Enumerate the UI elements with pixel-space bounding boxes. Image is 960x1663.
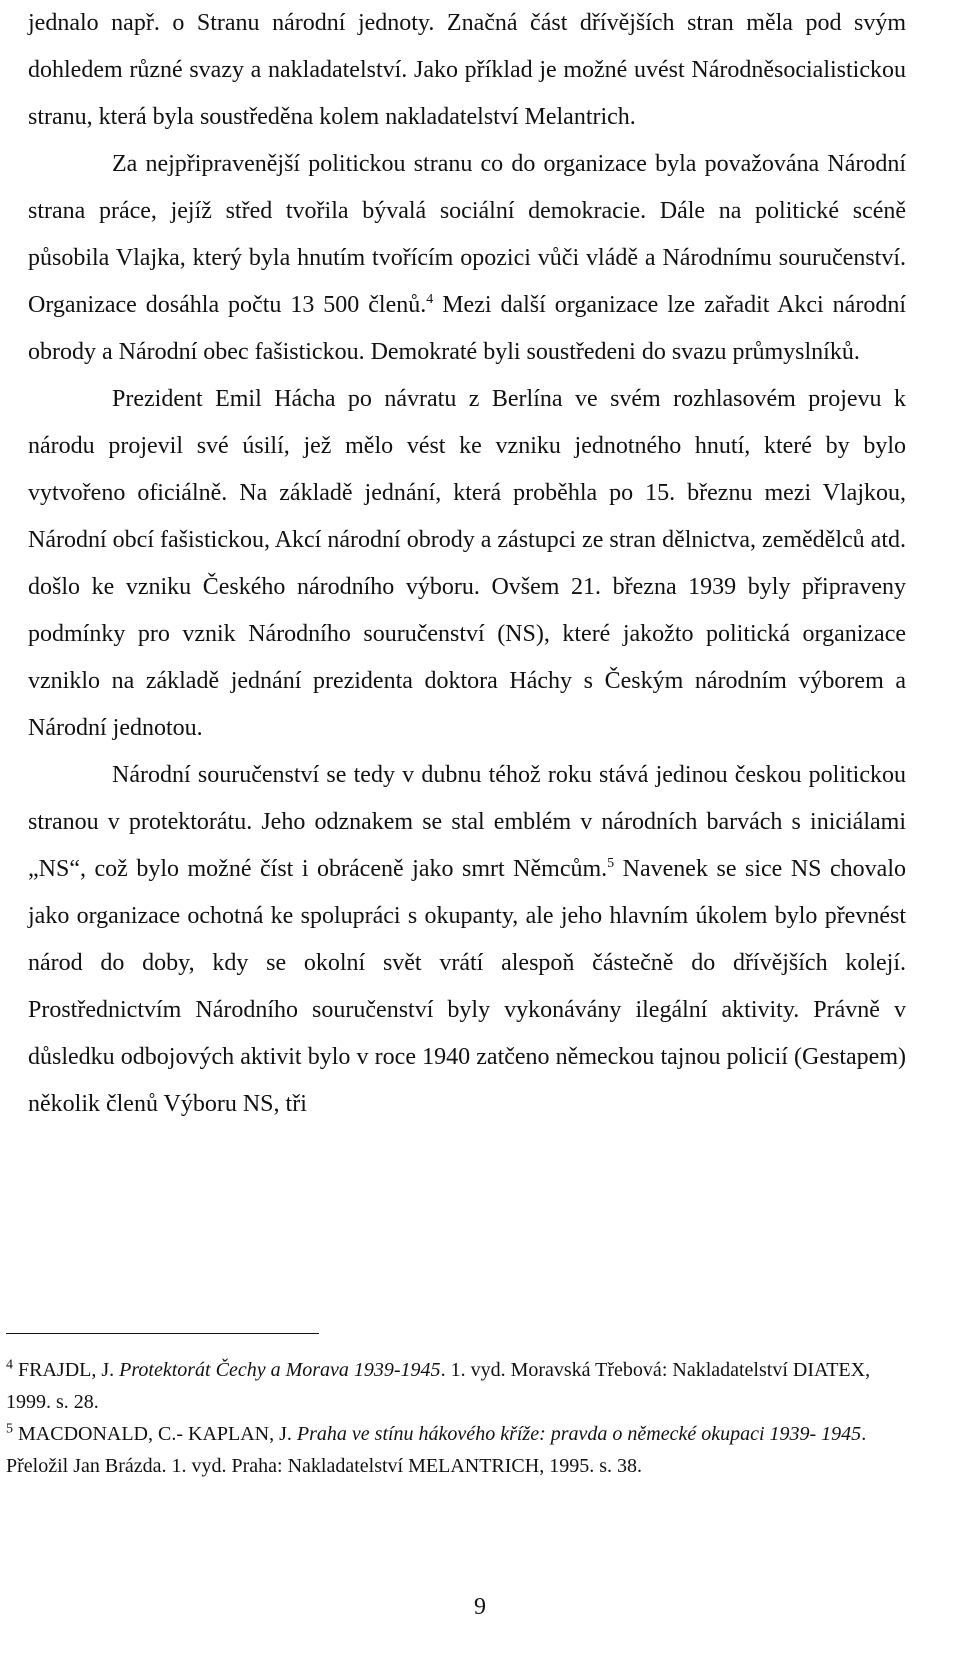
paragraph-2-text-start: Za nejpřipravenější politickou stranu co do organizace byla považována Národní strana práce, jejíž střed tvořila bývalá sociální demokracie. Dále na politické scéně působila Vlajka, který byla hnutím tvořícím opozici vůči vládě a Národnímu souručenství. Organizace dosáhla počtu 13 500 členů. — [28, 151, 906, 318]
footnote-ref-4[interactable]: 4 — [426, 292, 434, 307]
paragraph-1-text: jednalo např. o Stranu národní jednoty. Značná část dřívějších stran měla pod svým dohledem různé svazy a nakladatelství. Jako příklad je možné uvést Národněsocialistickou stranu, která byla soustředěna kolem nakladatelství Melantrich. — [28, 10, 906, 130]
paragraph-2-text-end: Mezi další organizace lze zařadit Akci národní obrody a Národní obec fašistickou. Demokraté byli soustředeni do svazu průmyslníků. — [28, 292, 906, 365]
footnote-4-publication: . 1. vyd. Moravská Třebová: Nakladatelství DIATEX, 1999. s. 28. — [6, 1359, 871, 1413]
footnote-4-author: FRAJDL, J. — [13, 1359, 120, 1381]
body-text — [28, 0, 906, 1128]
paragraph-4-text-start: Národní souručenství se tedy v dubnu téhož roku stává jedinou českou politickou stranou v protektorátu. Jeho odznakem se stal emblém v národních barvách s iniciálami „NS“, což bylo možné číst i obráceně jako smrt Němcům. — [28, 762, 906, 882]
footnote-4 — [6, 1354, 906, 1418]
footnote-number-5: 5 — [6, 1421, 13, 1437]
paragraph-3 — [28, 376, 906, 752]
footnote-separator — [6, 1333, 319, 1334]
footnote-5-title: Praha ve stínu hákového kříže: pravda o německé okupaci 1939- 1945 — [296, 1423, 862, 1445]
paragraph-4-text-end: Navenek se sice NS chovalo jako organizace ochotná ke spolupráci s okupanty, ale jeho hlavním úkolem bylo převnést národ do doby, kdy se okolní svět vrátí alespoň částečně do dřívějších kolejí. Prostřednictvím Národního souručenství byly vykonávány ilegální aktivity. Právně v důsledku odbojových aktivit bylo v roce 1940 zatčeno německou tajnou policií (Gestapem) několik členů Výboru NS, tři — [28, 856, 906, 1117]
footnote-5 — [6, 1418, 906, 1482]
paragraph-1 — [28, 0, 906, 141]
paragraph-4 — [28, 752, 906, 1128]
paragraph-2 — [28, 141, 906, 376]
footnote-ref-5[interactable]: 5 — [607, 856, 615, 871]
paragraph-3-text: Prezident Emil Hácha po návratu z Berlína ve svém rozhlasovém projevu k národu projevil své úsilí, jež mělo vést ke vzniku jednotného hnutí, které by bylo vytvořeno oficiálně. Na základě jednání, která proběhla po 15. březnu mezi Vlajkou, Národní obcí fašistickou, Akcí národní obrody a zástupci ze stran dělnictva, zemědělců atd. došlo ke vzniku Českého národního výboru. Ovšem 21. března 1939 byly připraveny podmínky pro vznik Národního souručenství (NS), které jakožto politická organizace vzniklo na základě jednání prezidenta doktora Háchy s Českým národním výborem a Národní jednotou. — [28, 386, 906, 741]
footnote-5-author: MACDONALD, C.- KAPLAN, J. — [13, 1423, 297, 1445]
page-number: 9 — [474, 1594, 486, 1620]
footnotes — [6, 1354, 906, 1482]
footnote-4-title: Protektorát Čechy a Morava 1939-1945 — [119, 1359, 441, 1381]
footnote-number-4: 4 — [6, 1357, 13, 1373]
footnote-5-publication: . Přeložil Jan Brázda. 1. vyd. Praha: Nakladatelství MELANTRICH, 1995. s. 38. — [6, 1423, 867, 1477]
